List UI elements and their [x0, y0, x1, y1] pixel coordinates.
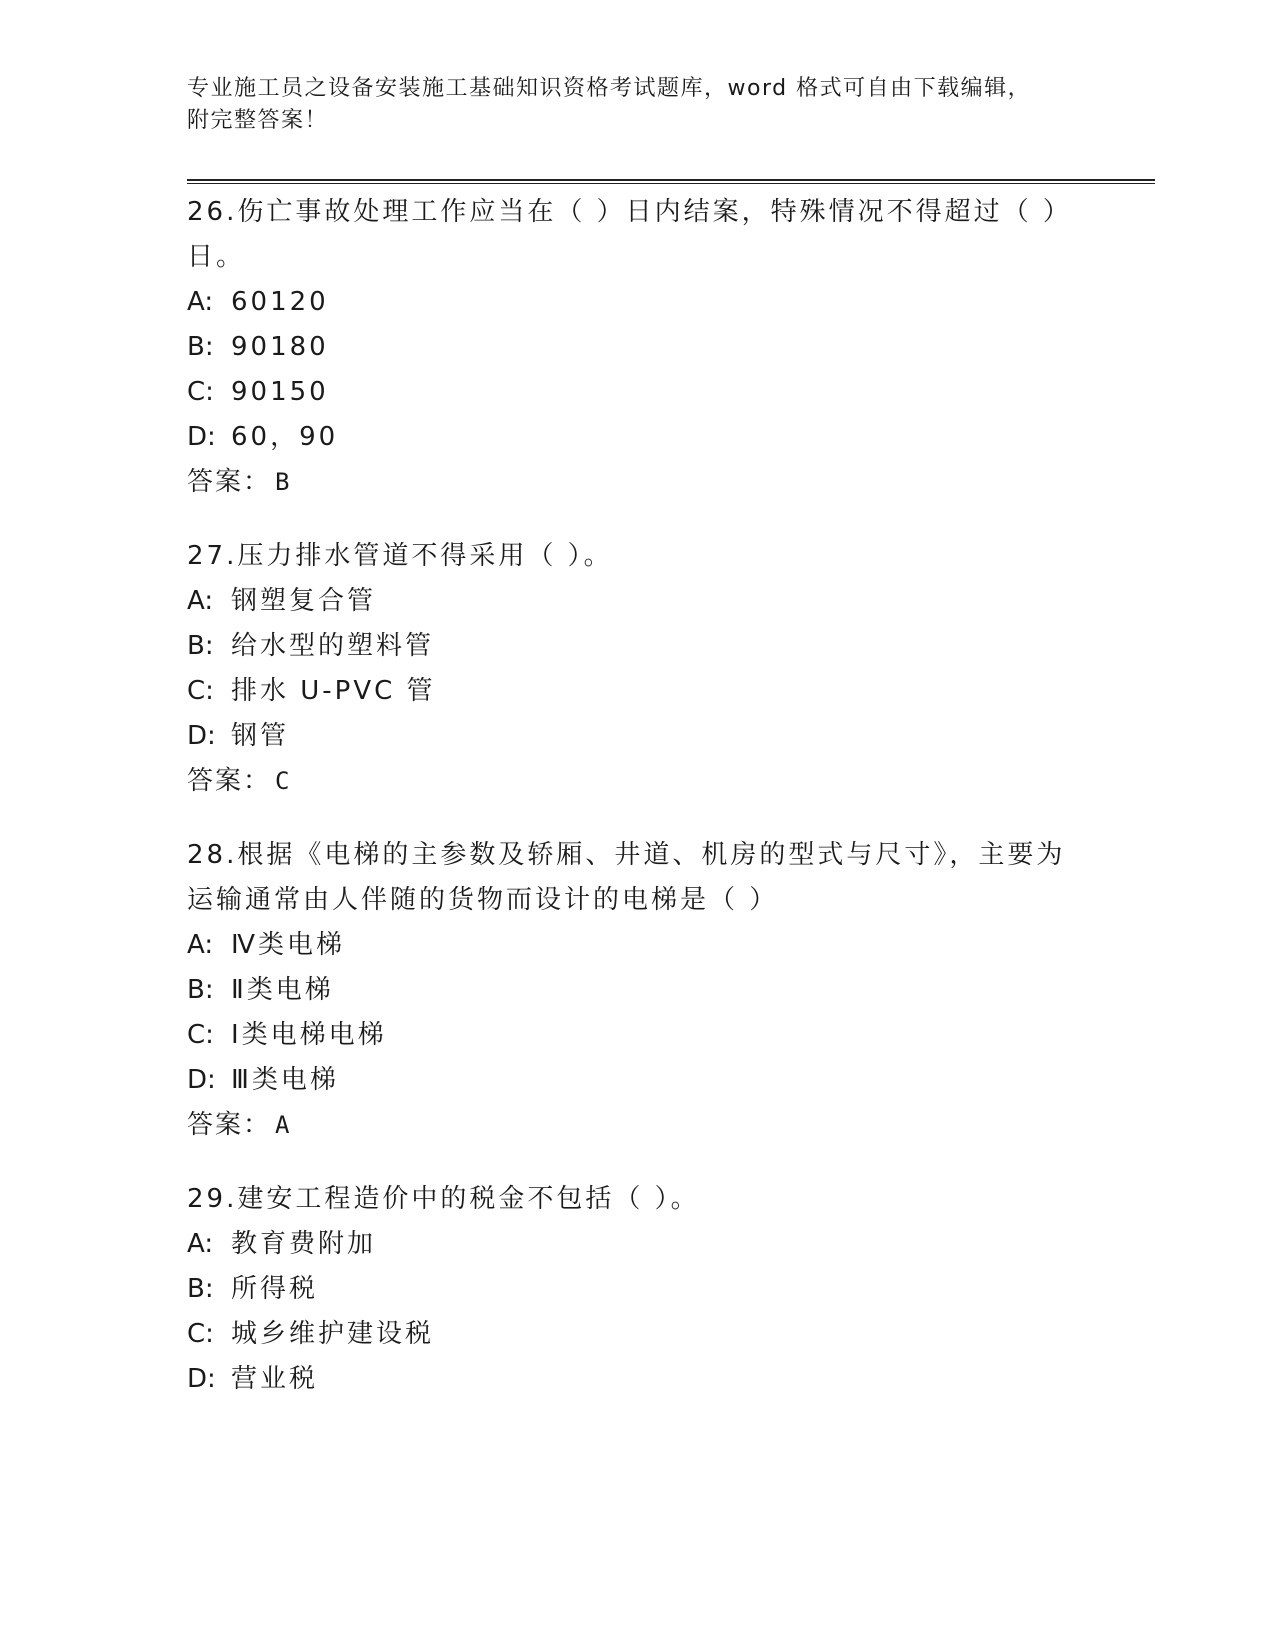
- option-label: C:: [187, 377, 214, 407]
- option-b: [187, 624, 1087, 669]
- answer-line: [187, 1103, 1087, 1147]
- option-text: Ⅰ类电梯电梯: [231, 1020, 387, 1050]
- option-label: B:: [187, 975, 214, 1005]
- question-text: 28.根据《电梯的主参数及轿厢、井道、机房的型式与尺寸》，主要为运输通常由人伴随的货物而设计的电梯是（ ）: [187, 840, 1066, 915]
- option-label: B:: [187, 1274, 214, 1304]
- option-text: 60，90: [231, 422, 339, 452]
- answer-value: B: [275, 468, 290, 496]
- option-text: 钢管: [231, 721, 290, 751]
- option-text: 营业税: [231, 1364, 319, 1394]
- option-d: [187, 415, 1087, 460]
- answer-line: [187, 460, 1087, 504]
- option-text: 给水型的塑料管: [231, 631, 435, 661]
- option-label: C:: [187, 1319, 214, 1349]
- question-26: [187, 190, 1087, 504]
- answer-label: 答案：: [187, 467, 272, 497]
- option-text: 60120: [231, 287, 329, 317]
- option-b: [187, 1267, 1087, 1312]
- question-29: [187, 1177, 1087, 1402]
- header-line-1: 专业施工员之设备安装施工基础知识资格考试题库，word 格式可自由下载编辑，: [187, 76, 1032, 101]
- option-text: 钢塑复合管: [231, 586, 377, 616]
- option-label: D:: [187, 422, 216, 452]
- option-text: 教育费附加: [231, 1229, 377, 1259]
- option-text: 90180: [231, 332, 329, 362]
- option-label: B:: [187, 332, 214, 362]
- document-header: [187, 73, 1087, 137]
- option-label: D:: [187, 1364, 216, 1394]
- option-label: B:: [187, 631, 214, 661]
- option-text: Ⅳ类电梯: [231, 930, 345, 960]
- option-label: C:: [187, 676, 214, 706]
- answer-line: [187, 759, 1087, 803]
- option-label: A:: [187, 1229, 214, 1259]
- question-28: [187, 833, 1087, 1147]
- question-text: 27.压力排水管道不得采用（ ）。: [187, 541, 613, 571]
- option-a: [187, 923, 1087, 968]
- option-label: A:: [187, 586, 214, 616]
- option-text: 所得税: [231, 1274, 319, 1304]
- option-b: [187, 325, 1087, 370]
- option-label: A:: [187, 930, 214, 960]
- option-text: 城乡维护建设税: [231, 1319, 435, 1349]
- question-text: 26.伤亡事故处理工作应当在（ ）日内结案，特殊情况不得超过（ ）日。: [187, 197, 1072, 272]
- option-label: D:: [187, 1065, 216, 1095]
- header-divider-thick: [187, 179, 1155, 181]
- question-list: [187, 190, 1087, 1432]
- option-c: [187, 370, 1087, 415]
- header-line-2: 附完整答案！: [187, 108, 329, 133]
- option-text: Ⅱ类电梯: [231, 975, 334, 1005]
- question-text: 29.建安工程造价中的税金不包括（ ）。: [187, 1184, 700, 1214]
- option-a: [187, 1222, 1087, 1267]
- answer-label: 答案：: [187, 766, 272, 796]
- option-label: C:: [187, 1020, 214, 1050]
- option-d: [187, 1058, 1087, 1103]
- answer-value: C: [275, 767, 290, 795]
- answer-label: 答案：: [187, 1110, 272, 1140]
- answer-value: A: [275, 1111, 290, 1139]
- option-c: [187, 669, 1087, 714]
- option-label: A:: [187, 287, 214, 317]
- option-d: [187, 1357, 1087, 1402]
- option-text: 排水 U-PVC 管: [231, 676, 436, 706]
- header-divider-thin: [187, 183, 1155, 184]
- option-text: 90150: [231, 377, 329, 407]
- option-label: D:: [187, 721, 216, 751]
- option-b: [187, 968, 1087, 1013]
- option-a: [187, 579, 1087, 624]
- option-a: [187, 280, 1087, 325]
- option-c: [187, 1013, 1087, 1058]
- option-c: [187, 1312, 1087, 1357]
- option-text: Ⅲ类电梯: [231, 1065, 339, 1095]
- question-27: [187, 534, 1087, 803]
- option-d: [187, 714, 1087, 759]
